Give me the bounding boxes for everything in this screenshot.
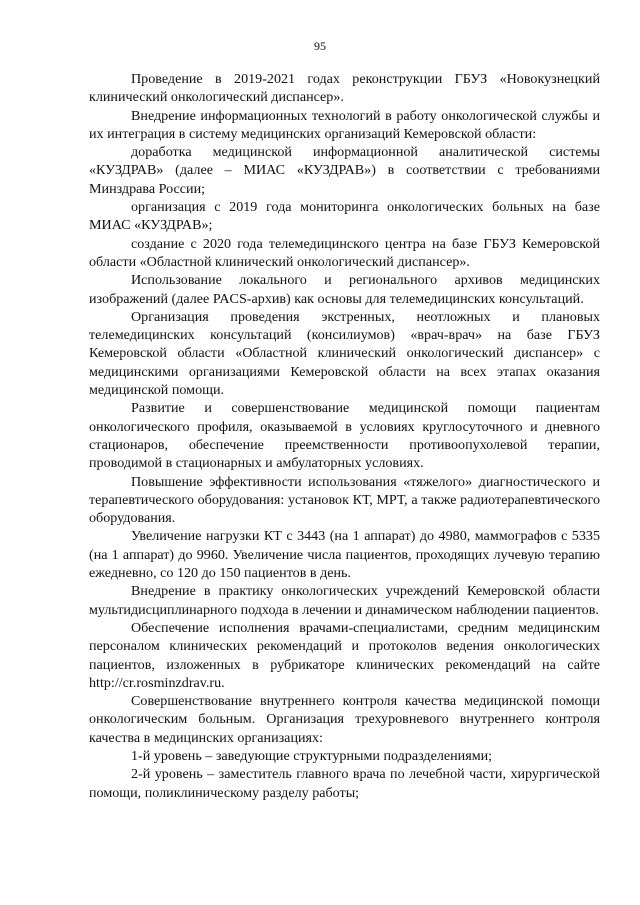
- paragraph-it-integration: Внедрение информационных технологий в работу онкологической службы и их интеграция в систему медицинских организаций Кемеровской области:: [89, 107, 600, 142]
- paragraph-equipment-efficiency: Повышение эффективности использования «тяжелого» диагностического и терапевтического оборудования: установок КТ, МРТ, а также радиотерапевтического оборудования.: [89, 473, 600, 527]
- paragraph-pacs-archive: Использование локального и регионального архивов медицинских изображений (далее PACS-архив) как основы для телемедицинских консультаций.: [89, 272, 600, 307]
- paragraph-reconstruction: Проведение в 2019-2021 годах реконструкции ГБУЗ «Новокузнецкий клинический онкологический диспансер».: [89, 71, 600, 106]
- paragraph-consultations: Организация проведения экстренных, неотложных и плановых телемедицинских консультаций (консилиумов) «врач-врач» на базе ГБУЗ Кемеровской области «Областной клинический онкологический диспансер» с медицинскими организациями Кемеровской области на всех этапах оказания медицинской помощи.: [89, 308, 600, 399]
- paragraph-load-increase: Увеличение нагрузки КТ с 3443 (на 1 аппарат) до 4980, маммографов с 5335 (на 1 аппарат) до 9960. Увеличение числа пациентов, проходящих лучевую терапию ежедневно, со 120 до 150 пациентов в день.: [89, 528, 600, 582]
- paragraph-monitoring: организация с 2019 года мониторинга онкологических больных на базе МИАС «КУЗДРАВ»;: [89, 199, 600, 234]
- paragraph-mias-improvement: доработка медицинской информационной аналитической системы «КУЗДРАВ» (далее – МИАС «КУЗДРАВ») в соответствии с требованиями Минздрава России;: [89, 144, 600, 197]
- page-body: [89, 70, 600, 802]
- paragraph-quality-control: Совершенствование внутреннего контроля качества медицинской помощи онкологическим больным. Организация трехуровневого внутреннего контроля качества в медицинских организациях:: [89, 693, 600, 746]
- paragraph-multidisciplinary: Внедрение в практику онкологических учреждений Кемеровской области мультидисциплинарного подхода в лечении и динамическом наблюдении пациентов.: [89, 583, 600, 618]
- paragraph-clinical-guidelines: Обеспечение исполнения врачами-специалистами, средним медицинским персоналом клинических рекомендаций и протоколов ведения онкологических пациентов, изложенных в рубрикаторе клинических рекомендаций на сайте http://cr.rosminzdrav.ru.: [89, 619, 600, 691]
- paragraph-level-2: 2-й уровень – заместитель главного врача по лечебной части, хирургической помощи, поликлиническому разделу работы;: [89, 766, 600, 801]
- paragraph-level-1: 1-й уровень – заведующие структурными подразделениями;: [131, 747, 493, 764]
- paragraph-telemedicine-center: создание с 2020 года телемедицинского центра на базе ГБУЗ Кемеровской области «Областной клинический онкологический диспансер».: [89, 235, 600, 270]
- paragraph-oncology-care: Развитие и совершенствование медицинской помощи пациентам онкологического профиля, оказываемой в условиях круглосуточного и дневного стационаров, обеспечение преемственности противоопухолевой терапии, проводимой в стационарных и амбулаторных условиях.: [89, 400, 600, 472]
- page-number: 95: [314, 39, 326, 53]
